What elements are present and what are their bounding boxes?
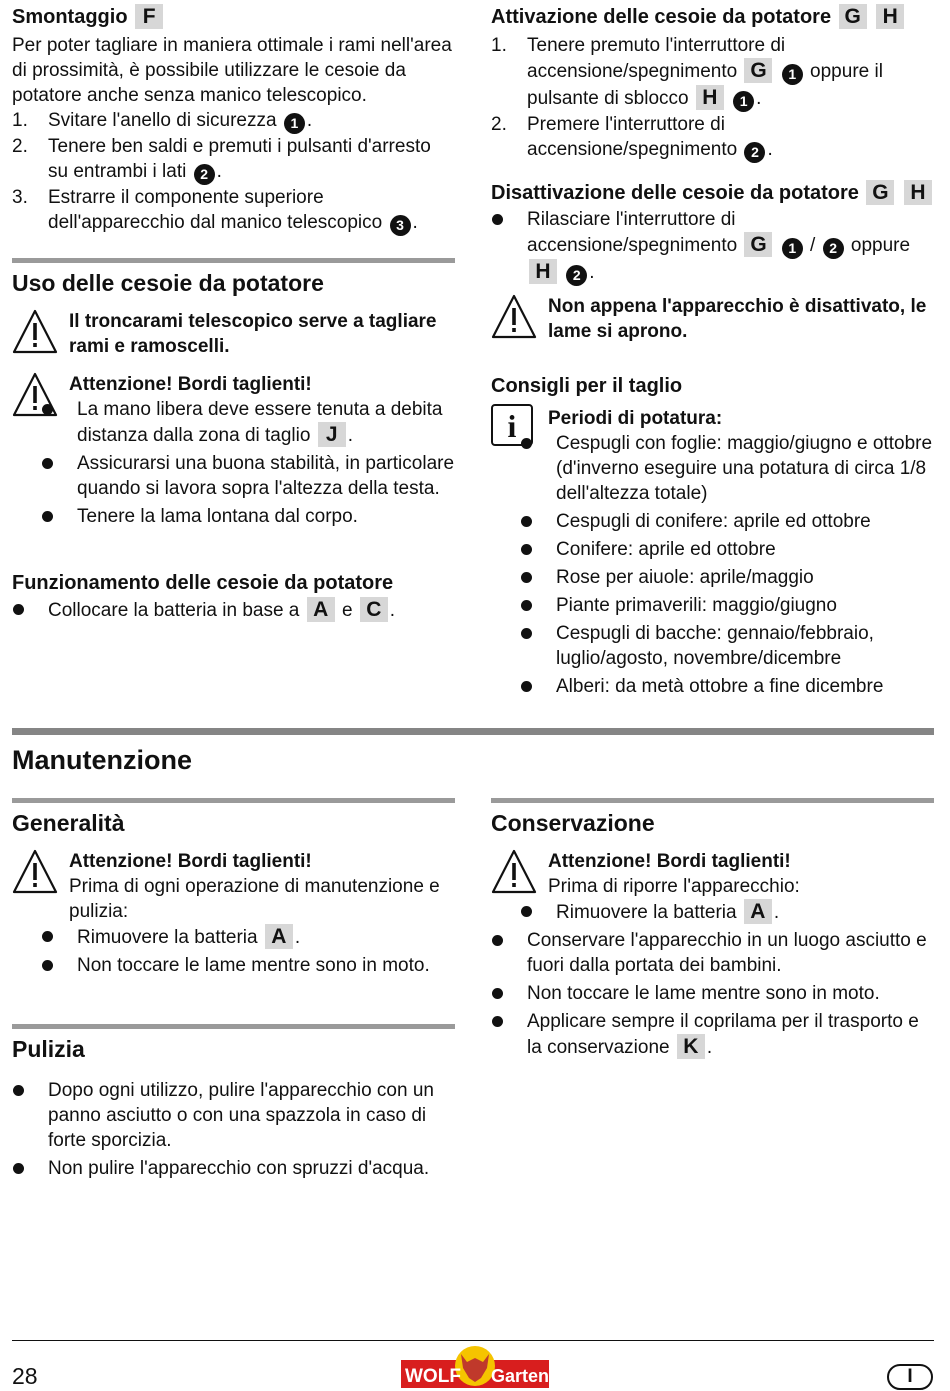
paragraph: Per poter tagliare in maniera ottimale i rami nell'area di prossimità, è possibile utilizzare le cesoie da potatore anche senza manico telescopico.	[12, 35, 452, 106]
list-item: Conservare l'apparecchio in un luogo asciutto e fuori dalla portata dei bambini.	[491, 928, 934, 978]
warning-text: Il troncarami telescopico serve a tagliare rami e ramoscelli.	[69, 311, 437, 357]
section-divider	[12, 798, 455, 803]
list-item: Cespugli di conifere: aprile ed ottobre	[520, 509, 934, 534]
list-item: La mano libera deve essere tenuta a debita distanza dalla zona di taglio J .	[41, 397, 455, 448]
list-item: Rimuovere la batteria A .	[41, 924, 455, 950]
section-disattivazione	[491, 180, 934, 344]
section-uso	[12, 258, 455, 532]
figure-ref: G	[744, 58, 772, 83]
page-number: 28	[12, 1363, 38, 1389]
bullet-list	[41, 924, 455, 978]
list-item: Piante primaverili: maggio/giugno	[520, 593, 934, 618]
bullet-list	[491, 928, 934, 1060]
heading-generalita: Generalità	[12, 810, 125, 836]
logo-right-text: Garten	[491, 1366, 549, 1386]
figure-ref: H	[876, 4, 904, 29]
step-number-icon: 2	[194, 164, 215, 185]
heading-uso: Uso delle cesoie da potatore	[12, 270, 324, 296]
section-funzionamento	[12, 570, 455, 626]
section-pulizia	[12, 1024, 455, 1184]
figure-ref: K	[677, 1034, 705, 1059]
warning-title: Attenzione! Bordi taglienti!	[548, 851, 791, 872]
list-item: Conifere: aprile ed ottobre	[520, 537, 934, 562]
step-number-icon: 2	[744, 142, 765, 163]
warning-block	[12, 372, 455, 529]
section-conservazione	[491, 798, 934, 1063]
steps-list	[12, 108, 455, 236]
section-consigli	[491, 373, 934, 702]
bullet-list	[12, 1078, 455, 1181]
info-icon: i	[491, 404, 533, 446]
list-item: Non toccare le lame mentre sono in moto.	[41, 953, 455, 978]
heading-pulizia: Pulizia	[12, 1036, 85, 1062]
section-divider	[491, 798, 934, 803]
figure-ref: H	[529, 259, 557, 284]
figure-ref: H	[904, 180, 932, 205]
warning-title: Attenzione! Bordi taglienti!	[69, 851, 312, 872]
warning-triangle-icon	[491, 294, 537, 340]
list-item: Dopo ogni utilizzo, pulire l'apparecchio con un panno asciutto o con una spazzola in caso di forte sporcizia.	[12, 1078, 455, 1153]
heading-attivazione: Attivazione delle cesoie da potatore G H	[491, 4, 934, 31]
warning-text: Prima di riporre l'apparecchio:	[548, 876, 800, 897]
warning-text: Prima di ogni operazione di manutenzione e pulizia:	[69, 876, 440, 922]
warning-block	[491, 294, 934, 344]
list-item: Rilasciare l'interruttore di accensione/spegnimento G 1 / 2 oppure H 2 .	[491, 207, 934, 286]
warning-triangle-icon	[12, 849, 58, 895]
step-number-icon: 2	[823, 238, 844, 259]
figure-ref: H	[696, 85, 724, 110]
list-item: Applicare sempre il coprilama per il trasporto e la conservazione K .	[491, 1009, 934, 1060]
bullet-list	[520, 431, 934, 699]
figure-ref: F	[135, 4, 163, 29]
section-manutenzione	[12, 728, 934, 777]
warning-block	[12, 849, 455, 978]
info-block	[491, 406, 934, 699]
list-item: Rimuovere la batteria A .	[520, 899, 934, 925]
figure-ref: G	[866, 180, 894, 205]
language-badge: I	[887, 1364, 933, 1390]
warning-block	[491, 849, 934, 925]
section-smontaggio	[12, 4, 455, 236]
list-item: Cespugli di bacche: gennaio/febbraio, luglio/agosto, novembre/dicembre	[520, 621, 934, 671]
figure-ref: J	[318, 422, 346, 447]
figure-ref: G	[744, 232, 772, 257]
list-item: 3. Estrarre il componente superiore dell'apparecchio dal manico telescopico 3 .	[12, 185, 455, 236]
figure-ref: C	[360, 597, 388, 622]
warning-triangle-icon	[12, 309, 58, 355]
list-item: Alberi: da metà ottobre a fine dicembre	[520, 674, 934, 699]
figure-ref: G	[839, 4, 867, 29]
warning-title: Attenzione! Bordi taglienti!	[69, 374, 312, 395]
logo-left-text: WOLF	[405, 1366, 461, 1387]
heading-disattivazione: Disattivazione delle cesoie da potatore G H	[491, 180, 934, 207]
heading-funzionamento: Funzionamento delle cesoie da potatore	[12, 572, 394, 594]
list-item: 2. Tenere ben saldi e premuti i pulsanti d'arresto su entrambi i lati 2 .	[12, 134, 455, 185]
list-item: Cespugli con foglie: maggio/giugno e ottobre (d'inverno eseguire una potatura di circa 1/8 dell'altezza totale)	[520, 431, 934, 506]
section-divider	[12, 728, 934, 735]
step-number-icon: 1	[782, 64, 803, 85]
section-generalita	[12, 798, 455, 981]
list-item: 2. Premere l'interruttore di accensione/spegnimento 2 .	[491, 112, 934, 163]
step-number-icon: 1	[284, 113, 305, 134]
section-attivazione	[491, 4, 934, 163]
bullet-list	[41, 397, 455, 529]
list-item: Collocare la batteria in base a A e C .	[12, 597, 455, 623]
list-item: Assicurarsi una buona stabilità, in particolare quando si lavora sopra l'altezza della testa.	[41, 451, 455, 501]
warning-triangle-icon	[491, 849, 537, 895]
step-number-icon: 3	[390, 215, 411, 236]
figure-ref: A	[265, 924, 293, 949]
list-item: 1. Tenere premuto l'interruttore di accensione/spegnimento G 1 oppure il pulsante di sblocco H 1 .	[491, 33, 934, 112]
bullet-list	[12, 597, 455, 623]
list-item: 1. Svitare l'anello di sicurezza 1 .	[12, 108, 455, 134]
bullet-list	[520, 899, 934, 925]
heading-conservazione: Conservazione	[491, 810, 655, 836]
warning-block	[12, 309, 455, 359]
footer-divider	[12, 1340, 934, 1341]
figure-ref: A	[307, 597, 335, 622]
warning-text: Non appena l'apparecchio è disattivato, le lame si aprono.	[548, 296, 927, 342]
wolf-garten-logo	[401, 1346, 549, 1390]
step-number-icon: 2	[566, 265, 587, 286]
heading-consigli: Consigli per il taglio	[491, 375, 683, 397]
list-item: Non pulire l'apparecchio con spruzzi d'acqua.	[12, 1156, 455, 1181]
steps-list	[491, 33, 934, 163]
bullet-list	[491, 207, 934, 286]
step-number-icon: 1	[733, 91, 754, 112]
figure-ref: A	[744, 899, 772, 924]
list-item: Rose per aiuole: aprile/maggio	[520, 565, 934, 590]
section-divider	[12, 1024, 455, 1029]
heading-smontaggio: Smontaggio F	[12, 4, 455, 31]
list-item: Tenere la lama lontana dal corpo.	[41, 504, 455, 529]
heading-manutenzione: Manutenzione	[12, 745, 192, 775]
step-number-icon: 1	[782, 238, 803, 259]
section-divider	[12, 258, 455, 263]
info-title: Periodi di potatura:	[548, 408, 723, 429]
list-item: Non toccare le lame mentre sono in moto.	[491, 981, 934, 1006]
